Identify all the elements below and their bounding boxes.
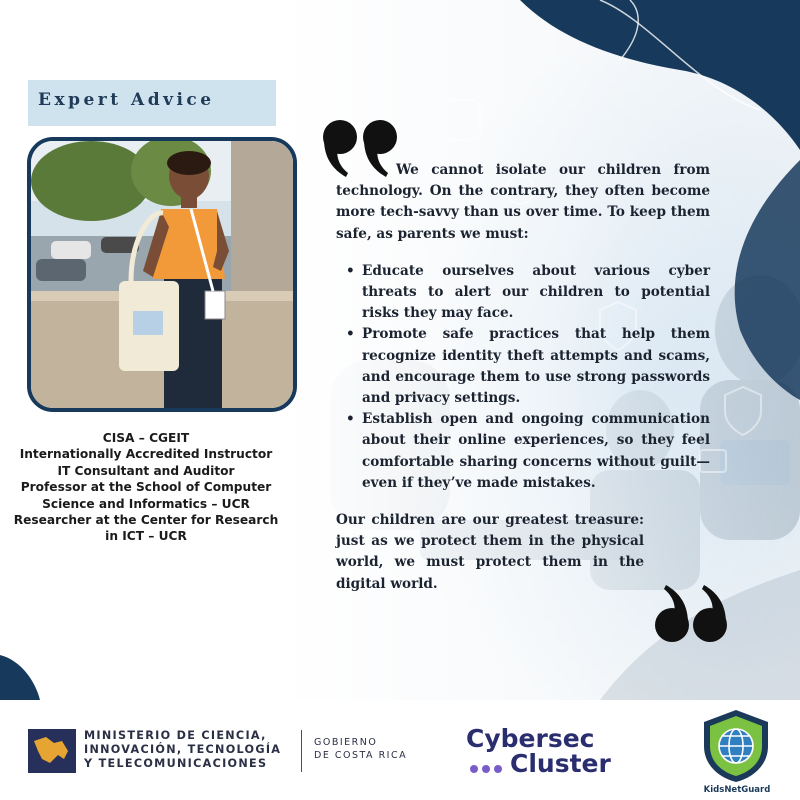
advice-item: • Promote safe practices that help them recognize identity theft attempts and scams, and encourage them to use strong passwords and privacy settings. <box>362 324 710 409</box>
credential-line: Science and Informatics – UCR <box>42 496 250 511</box>
credential-line: Researcher at the Center for Research <box>13 513 279 528</box>
advice-item: • Educate ourselves about various cyber threats to alert our children to potential risks they may face. <box>362 261 710 325</box>
government-line: GOBIERNO <box>314 737 378 748</box>
credential-line: IT Consultant and Auditor <box>57 463 235 478</box>
ministry-line: MINISTERIO DE CIENCIA, <box>84 729 267 742</box>
close-quote-icon <box>652 585 730 645</box>
expert-photo <box>27 137 297 412</box>
advice-item: • Establish open and ongoing communication about their online experiences, so they feel comfortable sharing concerns without guilt—even if they’ve made mistakes. <box>362 409 710 494</box>
cybersec-line1: Cybersec <box>466 724 595 753</box>
ministry-name <box>84 729 281 771</box>
credential-line: in ICT – UCR <box>105 529 187 544</box>
cybersec-dots-icon <box>468 763 508 775</box>
credential-line: Professor at the School of Computer <box>20 480 272 495</box>
expert-advice-label: Expert Advice <box>38 90 215 110</box>
expert-quote <box>336 160 710 595</box>
quote-intro: We cannot isolate our children from technology. On the contrary, they often become more tech-savvy than us over time. To keep them safe, as parents we must: <box>336 162 710 242</box>
costa-rica-map-icon <box>28 729 76 773</box>
globe-shield-icon <box>700 708 772 784</box>
credential-line: CISA – CGEIT <box>102 431 190 445</box>
ministry-line: Y TELECOMUNICACIONES <box>84 757 268 770</box>
expert-advice-tag <box>28 80 276 126</box>
navy-corner-bottom-left <box>0 655 40 700</box>
quote-closing: Our children are our greatest treasure: just as we protect them in the physical world, we must protect them in the digital world. <box>336 512 644 592</box>
footer-divider <box>301 730 302 772</box>
government-name <box>314 736 407 762</box>
footer-logos <box>0 700 800 800</box>
government-line: DE COSTA RICA <box>314 750 408 761</box>
advice-list <box>336 261 710 494</box>
credential-line: Internationally Accredited Instructor <box>19 447 273 462</box>
kidsnetguard-label: KidsNetGuard <box>703 785 771 795</box>
cybersec-line2: Cluster <box>510 749 611 778</box>
expert-credentials <box>0 430 292 545</box>
ministry-line: INNOVACIÓN, TECNOLOGÍA <box>84 743 282 756</box>
